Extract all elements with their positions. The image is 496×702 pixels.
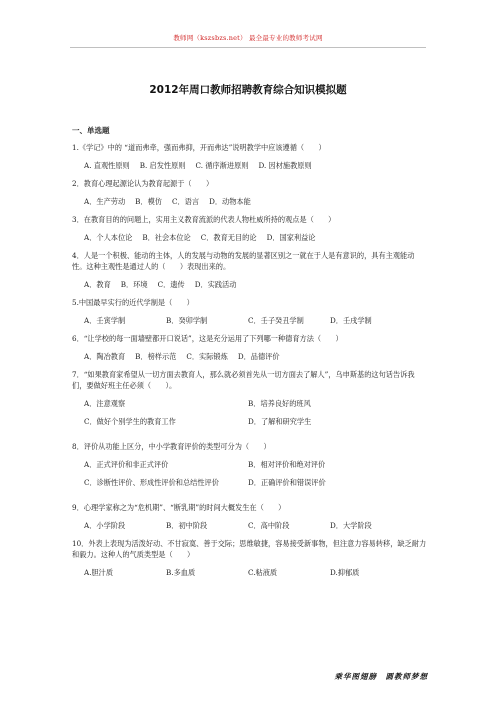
option-a: A．正式评价和非正式评价 (84, 460, 169, 469)
exam-content (72, 124, 428, 585)
question-stem: 3．在教育目的的问题上，实用主义教育流派的代表人物杜威所持的观点是（ ） (72, 215, 336, 224)
question-8 (72, 441, 428, 495)
question-3 (72, 214, 428, 243)
option-d: D．国家利益论 (266, 233, 316, 242)
question-7 (72, 369, 428, 434)
question-stem: 9．心理学家称之为“危机期”、“断乳期”的时间大概发生在（ ） (72, 503, 286, 512)
question-2 (72, 178, 428, 207)
option-d: D．实践活动 (194, 280, 237, 289)
option-d: D.抑郁质 (330, 568, 360, 577)
header-divider (70, 47, 426, 48)
option-b: B．癸卯学制 (166, 316, 208, 325)
option-d: D. 因材施教原则 (258, 161, 312, 170)
question-stem: 1.《学记》中的 “道而弗牵，强而弗抑，开而弗达”说明教学中应该遵循（ ） (72, 143, 326, 152)
question-stem: 6．“让学校的每一面墙壁都开口说话”，这是充分运用了下列哪一种德育方法（ ） (72, 334, 343, 343)
option-b: B．初中阶段 (166, 521, 208, 530)
option-a: A. 直观性原则 (84, 161, 130, 170)
option-a: A.胆汁质 (84, 568, 114, 577)
question-5 (72, 297, 428, 326)
option-a: A．教育 (84, 280, 111, 289)
question-stem: 7．“如果教育家希望从一切方面去教育人，那么就必须首先从一切方面去了解人”，乌申斯基的这句话告诉我们，要做好班主任必须（ ）。 (72, 370, 415, 390)
option-d: D．壬戌学制 (330, 316, 372, 325)
option-d: D．品德评价 (237, 352, 280, 361)
option-a: A．陶冶教育 (84, 352, 126, 361)
option-a: A．小学阶段 (84, 521, 126, 530)
option-b: B．模仿 (135, 197, 162, 206)
question-10 (72, 538, 428, 578)
option-a: A．生产劳动 (84, 197, 126, 206)
option-b: B．相对评价和绝对评价 (248, 460, 326, 469)
site-header: 教师网（kszsbzs.net） 最全最专业的教师考试网 (173, 34, 323, 42)
section-heading: 一、单选题 (72, 126, 110, 135)
question-stem: 10．外表上表现为活泼好动、不甘寂寞、善于交际；思维敏捷，容易接受新事物，但注意力容易转移，缺乏耐力和毅力。这种人的气质类型是（ ） (72, 539, 427, 559)
option-d: D．动物本能 (209, 197, 251, 206)
option-b: B．环境 (120, 280, 148, 289)
question-4 (72, 250, 428, 290)
option-d: D．了解和研究学生 (248, 417, 312, 426)
footer-slogan: 乘华图翅膀 圆教师梦想 (334, 672, 428, 681)
question-1 (72, 142, 428, 171)
option-a: A．注意观察 (84, 399, 126, 408)
option-c: C.粘液质 (248, 568, 278, 577)
option-c: C．诊断性评价、形成性评价和总结性评价 (84, 478, 219, 487)
question-6 (72, 333, 428, 362)
page-title: 2012年周口教师招聘教育综合知识模拟题 (149, 84, 347, 96)
option-c: C．语言 (172, 197, 200, 206)
question-stem: 5.中国最早实行的近代学制是（ ） (72, 298, 194, 307)
option-c: C. 循序渐进原则 (195, 161, 249, 170)
option-c: C．壬子癸丑学制 (248, 316, 304, 325)
option-b: B．培养良好的班风 (248, 399, 311, 408)
option-c: C．高中阶段 (248, 521, 290, 530)
option-c: C．教育无目的论 (200, 233, 257, 242)
option-b: B．榜样示范 (135, 352, 177, 361)
option-a: A．壬寅学制 (84, 316, 126, 325)
question-9 (72, 502, 428, 531)
option-a: A．个人本位论 (84, 233, 133, 242)
option-b: B.多血质 (166, 568, 196, 577)
option-b: B．社会本位论 (142, 233, 191, 242)
question-stem: 2．教育心理起源论认为教育起源于（ ） (72, 179, 214, 188)
option-c: C．实际锻炼 (186, 352, 228, 361)
option-d: D．正确评价和错误评价 (248, 478, 326, 487)
option-c: C．遗传 (157, 280, 185, 289)
option-c: C．做好个别学生的教育工作 (84, 417, 176, 426)
question-stem: 8．评价从功能上区分，中小学教育评价的类型可分为（ ） (72, 442, 271, 451)
option-b: B. 启发性原则 (139, 161, 186, 170)
question-stem: 4．人是一个积极、能动的主体，人的发展与动物的发展的显著区别之一就在于人是有意识的，具有主观能动性。这种主观性是通过人的（ ）表现出来的。 (72, 251, 415, 271)
option-d: D．大学阶段 (330, 521, 372, 530)
